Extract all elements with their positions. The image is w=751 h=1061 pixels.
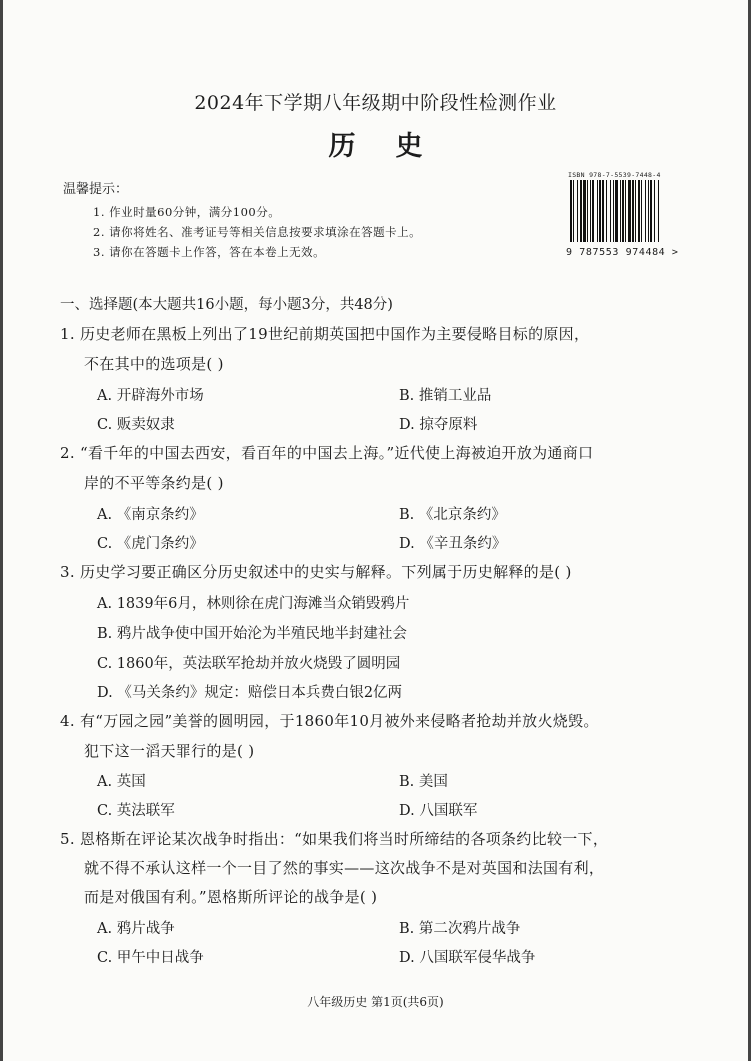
question-3-option-b: B. 鸦片战争使中国开始沦为半殖民地半封建社会	[97, 626, 407, 642]
question-1-line-1: 1. 历史老师在黑板上列出了19世纪前期英国把中国作为主要侵略目标的原因，	[60, 325, 590, 343]
page-footer: 八年级历史 第1页(共6页)	[307, 995, 444, 1009]
question-2-option-a: A. 《南京条约》	[97, 507, 204, 523]
question-4-option-b: B. 美国	[399, 774, 448, 790]
question-4-line-2: 犯下这一滔天罪行的是( )	[84, 742, 255, 760]
isbn-text: ISBN 978-7-5539-7448-4	[568, 171, 661, 179]
tips-heading: 温馨提示：	[63, 182, 129, 197]
question-2-option-c: C. 《虎门条约》	[97, 536, 204, 552]
question-3-option-c: C. 1860年，英法联军抢劫并放火烧毁了圆明园	[97, 656, 401, 672]
section-title: 一、选择题(本大题共16小题，每小题3分，共48分)	[60, 297, 393, 313]
question-2-option-d: D. 《辛丑条约》	[399, 536, 507, 552]
barcode-number: 9 787553 974484 >	[566, 247, 679, 258]
exam-title: 2024年下学期八年级期中阶段性检测作业	[194, 92, 557, 114]
question-5-option-a: A. 鸦片战争	[97, 921, 175, 937]
question-4-line-1: 4. 有“万园之园”美誉的圆明园，于1860年10月被外来侵略者抢劫并放火烧毁。	[60, 712, 599, 730]
tip-item: 2. 请你将姓名、准考证号等相关信息按要求填涂在答题卡上。	[93, 225, 422, 239]
question-5-option-b: B. 第二次鸦片战争	[399, 921, 521, 937]
barcode-image	[568, 180, 700, 242]
subject-title: 历史	[328, 131, 463, 162]
question-2-option-b: B. 《北京条约》	[399, 507, 506, 523]
question-4-option-d: D. 八国联军	[399, 803, 478, 819]
question-5-line-2: 就不得不承认这样一个一目了然的事实——这次战争不是对英国和法国有利，	[84, 859, 605, 877]
question-1-option-c: C. 贩卖奴隶	[97, 417, 175, 433]
question-1-option-d: D. 掠夺原料	[399, 417, 478, 433]
question-4-option-a: A. 英国	[97, 774, 146, 790]
question-3-line-1: 3. 历史学习要正确区分历史叙述中的史实与解释。下列属于历史解释的是( )	[60, 563, 572, 581]
tip-item: 1. 作业时量60分钟，满分100分。	[93, 205, 281, 219]
question-1-line-2: 不在其中的选项是( )	[84, 355, 224, 373]
question-5-line-3: 而是对俄国有利。”恩格斯所评论的战争是( )	[84, 888, 378, 906]
question-4-option-c: C. 英法联军	[97, 803, 175, 819]
question-3-option-a: A. 1839年6月，林则徐在虎门海滩当众销毁鸦片	[97, 596, 410, 612]
question-1-option-a: A. 开辟海外市场	[97, 388, 204, 404]
question-1-option-b: B. 推销工业品	[399, 388, 492, 404]
question-5-line-1: 5. 恩格斯在评论某次战争时指出：“如果我们将当时所缔结的各项条约比较一下，	[60, 830, 609, 848]
question-2-line-1: 2. “看千年的中国去西安，看百年的中国去上海。”近代使上海被迫开放为通商口	[60, 444, 594, 462]
question-5-option-d: D. 八国联军侵华战争	[399, 950, 536, 966]
question-3-option-d: D. 《马关条约》规定：赔偿日本兵费白银2亿两	[97, 685, 403, 701]
question-5-option-c: C. 甲午中日战争	[97, 950, 204, 966]
tip-item: 3. 请你在答题卡上作答，答在本卷上无效。	[93, 245, 326, 259]
question-2-line-2: 岸的不平等条约是( )	[84, 474, 224, 492]
